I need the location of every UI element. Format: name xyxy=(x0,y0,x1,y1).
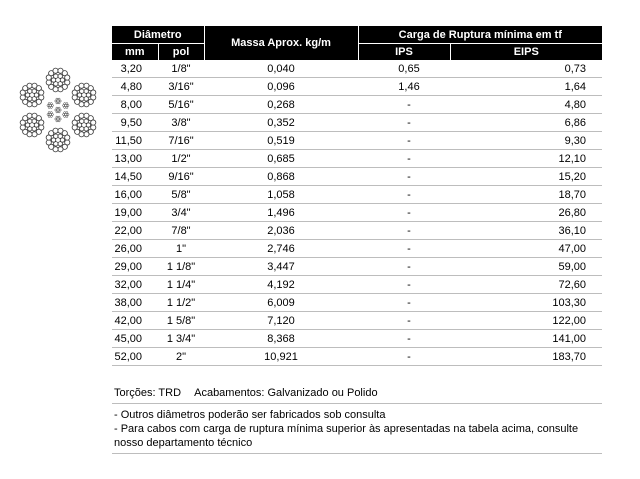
table-body xyxy=(112,60,602,366)
cell-massa: 4,192 xyxy=(204,276,358,294)
cell-mm: 11,50 xyxy=(112,132,158,150)
core-wire xyxy=(55,109,57,111)
cell-eips: 6,86 xyxy=(450,114,602,132)
cell-ips: - xyxy=(358,114,450,132)
cell-ips: - xyxy=(358,294,450,312)
cell-ips: 0,65 xyxy=(358,60,450,78)
cell-eips: 1,64 xyxy=(450,78,602,96)
table-row xyxy=(112,312,602,330)
cell-ips: - xyxy=(358,276,450,294)
core-wire xyxy=(50,106,52,108)
cell-massa: 6,009 xyxy=(204,294,358,312)
table-row xyxy=(112,150,602,168)
outer-strand-wire xyxy=(72,95,77,100)
outer-strand-wire xyxy=(58,147,63,152)
cell-massa: 3,447 xyxy=(204,258,358,276)
cell-ips: - xyxy=(358,168,450,186)
cell-mm: 38,00 xyxy=(112,294,158,312)
construction-info-row xyxy=(112,386,602,404)
core-wire xyxy=(63,105,65,107)
table-row xyxy=(112,294,602,312)
cell-mm: 19,00 xyxy=(112,204,158,222)
header-mm: mm xyxy=(112,44,158,61)
cell-eips: 12,10 xyxy=(450,150,602,168)
cell-pol: 3/8" xyxy=(158,114,204,132)
outer-strand-wire xyxy=(84,119,88,123)
outer-strand-wire xyxy=(84,132,89,137)
outer-strand-wire xyxy=(53,68,58,73)
cell-ips: 1,46 xyxy=(358,78,450,96)
core-wire xyxy=(56,120,58,122)
cell-massa: 0,868 xyxy=(204,168,358,186)
table-row xyxy=(112,186,602,204)
cell-pol: 1/2" xyxy=(158,150,204,168)
outer-strand-wire xyxy=(58,82,62,86)
cell-eips: 18,70 xyxy=(450,186,602,204)
outer-strand-wire xyxy=(91,120,96,125)
core-wire xyxy=(63,114,65,116)
table-row xyxy=(112,78,602,96)
cell-mm: 8,00 xyxy=(112,96,158,114)
core-wire xyxy=(67,114,69,116)
cell-ips: - xyxy=(358,132,450,150)
cell-pol: 1 1/2" xyxy=(158,294,204,312)
outer-strand-wire xyxy=(79,83,84,88)
outer-strand-wire xyxy=(72,125,77,130)
outer-strand-wire xyxy=(54,134,58,138)
outer-strand-wire xyxy=(84,127,88,131)
cell-pol: 5/16" xyxy=(158,96,204,114)
cell-massa: 8,368 xyxy=(204,330,358,348)
outer-strand-wire xyxy=(28,119,32,123)
cell-pol: 3/4" xyxy=(158,204,204,222)
outer-strand-wire xyxy=(39,90,44,95)
table-row xyxy=(112,222,602,240)
note-other-diameters: - Outros diâmetros poderão ser fabricados sob consulta xyxy=(114,409,386,421)
cell-ips: - xyxy=(358,204,450,222)
cell-pol: 7/8" xyxy=(158,222,204,240)
cell-mm: 22,00 xyxy=(112,222,158,240)
cell-ips: - xyxy=(358,240,450,258)
cell-ips: - xyxy=(358,186,450,204)
cell-massa: 1,058 xyxy=(204,186,358,204)
table-row xyxy=(112,60,602,78)
outer-strand-wire xyxy=(27,83,32,88)
table-row xyxy=(112,240,602,258)
cell-pol: 1 5/8" xyxy=(158,312,204,330)
cell-ips: - xyxy=(358,222,450,240)
table-row xyxy=(112,114,602,132)
core-wire xyxy=(56,107,58,109)
outer-strand-wire xyxy=(32,119,36,123)
cell-eips: 36,10 xyxy=(450,222,602,240)
core-wire xyxy=(47,114,49,116)
cell-mm: 4,80 xyxy=(112,78,158,96)
cell-pol: 3/16" xyxy=(158,78,204,96)
cell-massa: 0,268 xyxy=(204,96,358,114)
core-wire xyxy=(64,112,66,114)
core-wire xyxy=(50,115,52,117)
cell-pol: 1 3/4" xyxy=(158,330,204,348)
outer-strand-wire xyxy=(84,97,88,101)
core-wire xyxy=(64,103,66,105)
header-ips: IPS xyxy=(358,44,450,61)
outer-strand-wire xyxy=(32,97,36,101)
cell-ips: - xyxy=(358,312,450,330)
cell-ips: - xyxy=(358,96,450,114)
cell-mm: 52,00 xyxy=(112,348,158,366)
cell-ips: - xyxy=(358,348,450,366)
header-massa: Massa Aprox. kg/m xyxy=(204,26,358,60)
core-wire xyxy=(58,120,60,122)
core-wire xyxy=(50,112,52,114)
cell-massa: 0,519 xyxy=(204,132,358,150)
table-row xyxy=(112,132,602,150)
core-wire xyxy=(58,116,60,118)
core-wire xyxy=(56,111,58,113)
cell-massa: 0,040 xyxy=(204,60,358,78)
cell-mm: 16,00 xyxy=(112,186,158,204)
core-wire xyxy=(56,102,58,104)
cell-eips: 59,00 xyxy=(450,258,602,276)
outer-strand-wire xyxy=(79,113,84,118)
cell-mm: 13,00 xyxy=(112,150,158,168)
core-wire xyxy=(50,103,52,105)
cell-eips: 183,70 xyxy=(450,348,602,366)
cell-pol: 1 1/4" xyxy=(158,276,204,294)
header-pol: pol xyxy=(158,44,204,61)
cell-pol: 2" xyxy=(158,348,204,366)
cell-mm: 32,00 xyxy=(112,276,158,294)
cell-eips: 9,30 xyxy=(450,132,602,150)
outer-strand-wire xyxy=(32,89,36,93)
table-row xyxy=(112,276,602,294)
table-row xyxy=(112,204,602,222)
header-carga: Carga de Ruptura mínima em tf xyxy=(358,26,602,44)
outer-strand-wire xyxy=(46,80,51,85)
notes-block xyxy=(112,404,602,454)
core-wire xyxy=(48,103,50,105)
core-wire xyxy=(64,106,66,108)
core-wire xyxy=(67,105,69,107)
cell-pol: 9/16" xyxy=(158,168,204,186)
outer-strand-wire xyxy=(32,102,37,107)
core-wire xyxy=(51,114,53,116)
table-row xyxy=(112,168,602,186)
cell-massa: 0,685 xyxy=(204,150,358,168)
core-wire xyxy=(48,106,50,108)
core-wire xyxy=(59,118,61,120)
core-wire xyxy=(48,112,50,114)
cell-eips: 15,20 xyxy=(450,168,602,186)
cell-eips: 4,80 xyxy=(450,96,602,114)
cell-massa: 2,746 xyxy=(204,240,358,258)
acabamentos-text: Acabamentos: Galvanizado ou Polido xyxy=(194,387,378,399)
cell-mm: 26,00 xyxy=(112,240,158,258)
cell-pol: 1" xyxy=(158,240,204,258)
cell-pol: 1 1/8" xyxy=(158,258,204,276)
outer-strand-wire xyxy=(58,87,63,92)
cell-pol: 7/16" xyxy=(158,132,204,150)
cell-mm: 9,50 xyxy=(112,114,158,132)
torcoes-text: Torções: TRD xyxy=(114,387,182,399)
cell-massa: 1,496 xyxy=(204,204,358,222)
outer-strand-wire xyxy=(54,74,58,78)
outer-strand-wire xyxy=(65,135,70,140)
core-wire xyxy=(59,100,61,102)
cell-mm: 3,20 xyxy=(112,60,158,78)
core-wire xyxy=(48,115,50,117)
outer-strand-wire xyxy=(80,119,84,123)
cell-massa: 7,120 xyxy=(204,312,358,330)
cell-ips: - xyxy=(358,150,450,168)
cell-ips: - xyxy=(358,258,450,276)
outer-strand-wire xyxy=(39,120,44,125)
cell-mm: 29,00 xyxy=(112,258,158,276)
core-wire xyxy=(58,102,60,104)
table-row xyxy=(112,348,602,366)
table-row xyxy=(112,258,602,276)
outer-strand-wire xyxy=(84,89,88,93)
table-row xyxy=(112,96,602,114)
core-wire xyxy=(58,98,60,100)
outer-strand-wire xyxy=(58,74,62,78)
cell-mm: 42,00 xyxy=(112,312,158,330)
outer-strand-wire xyxy=(27,113,32,118)
core-wire xyxy=(55,118,57,120)
outer-strand-wire xyxy=(80,89,84,93)
core-wire xyxy=(66,115,68,117)
cell-eips: 72,60 xyxy=(450,276,602,294)
outer-strand-wire xyxy=(20,125,25,130)
cell-massa: 0,352 xyxy=(204,114,358,132)
outer-strand-wire xyxy=(32,132,37,137)
outer-strand-wire xyxy=(53,128,58,133)
outer-strand-wire xyxy=(91,90,96,95)
cell-eips: 141,00 xyxy=(450,330,602,348)
core-wire xyxy=(66,106,68,108)
header-eips: EIPS xyxy=(450,44,602,61)
cell-mm: 45,00 xyxy=(112,330,158,348)
core-wire xyxy=(66,103,68,105)
cell-mm: 14,50 xyxy=(112,168,158,186)
cell-eips: 103,30 xyxy=(450,294,602,312)
wire-rope-cross-section-icon xyxy=(8,60,108,160)
outer-strand-wire xyxy=(46,140,51,145)
cell-pol: 5/8" xyxy=(158,186,204,204)
outer-strand-wire xyxy=(58,134,62,138)
cell-ips: - xyxy=(358,330,450,348)
core-wire xyxy=(51,105,53,107)
core-wire xyxy=(47,105,49,107)
outer-strand-wire xyxy=(84,102,89,107)
outer-strand-wire xyxy=(65,75,70,80)
core-wire xyxy=(64,115,66,117)
core-wire xyxy=(56,98,58,100)
cell-eips: 47,00 xyxy=(450,240,602,258)
outer-strand-wire xyxy=(20,95,25,100)
core-wire xyxy=(66,112,68,114)
core-wire xyxy=(59,109,61,111)
note-contact-technical: - Para cabos com carga de ruptura mínima superior às apresentadas na tabela acima, consulte nosso departamento técnico xyxy=(114,423,579,449)
table-row xyxy=(112,330,602,348)
header-diametro: Diâmetro xyxy=(112,26,204,44)
core-wire xyxy=(58,107,60,109)
info-section xyxy=(112,386,602,454)
core-wire xyxy=(55,100,57,102)
core-wire xyxy=(56,116,58,118)
cell-eips: 122,00 xyxy=(450,312,602,330)
outer-strand-wire xyxy=(58,142,62,146)
cell-massa: 0,096 xyxy=(204,78,358,96)
outer-strand-wire xyxy=(28,89,32,93)
cell-massa: 2,036 xyxy=(204,222,358,240)
rope-specification-table xyxy=(112,26,602,366)
cell-massa: 10,921 xyxy=(204,348,358,366)
cell-pol: 1/8" xyxy=(158,60,204,78)
cell-eips: 26,80 xyxy=(450,204,602,222)
outer-strand-wire xyxy=(32,127,36,131)
cell-eips: 0,73 xyxy=(450,60,602,78)
core-wire xyxy=(58,111,60,113)
